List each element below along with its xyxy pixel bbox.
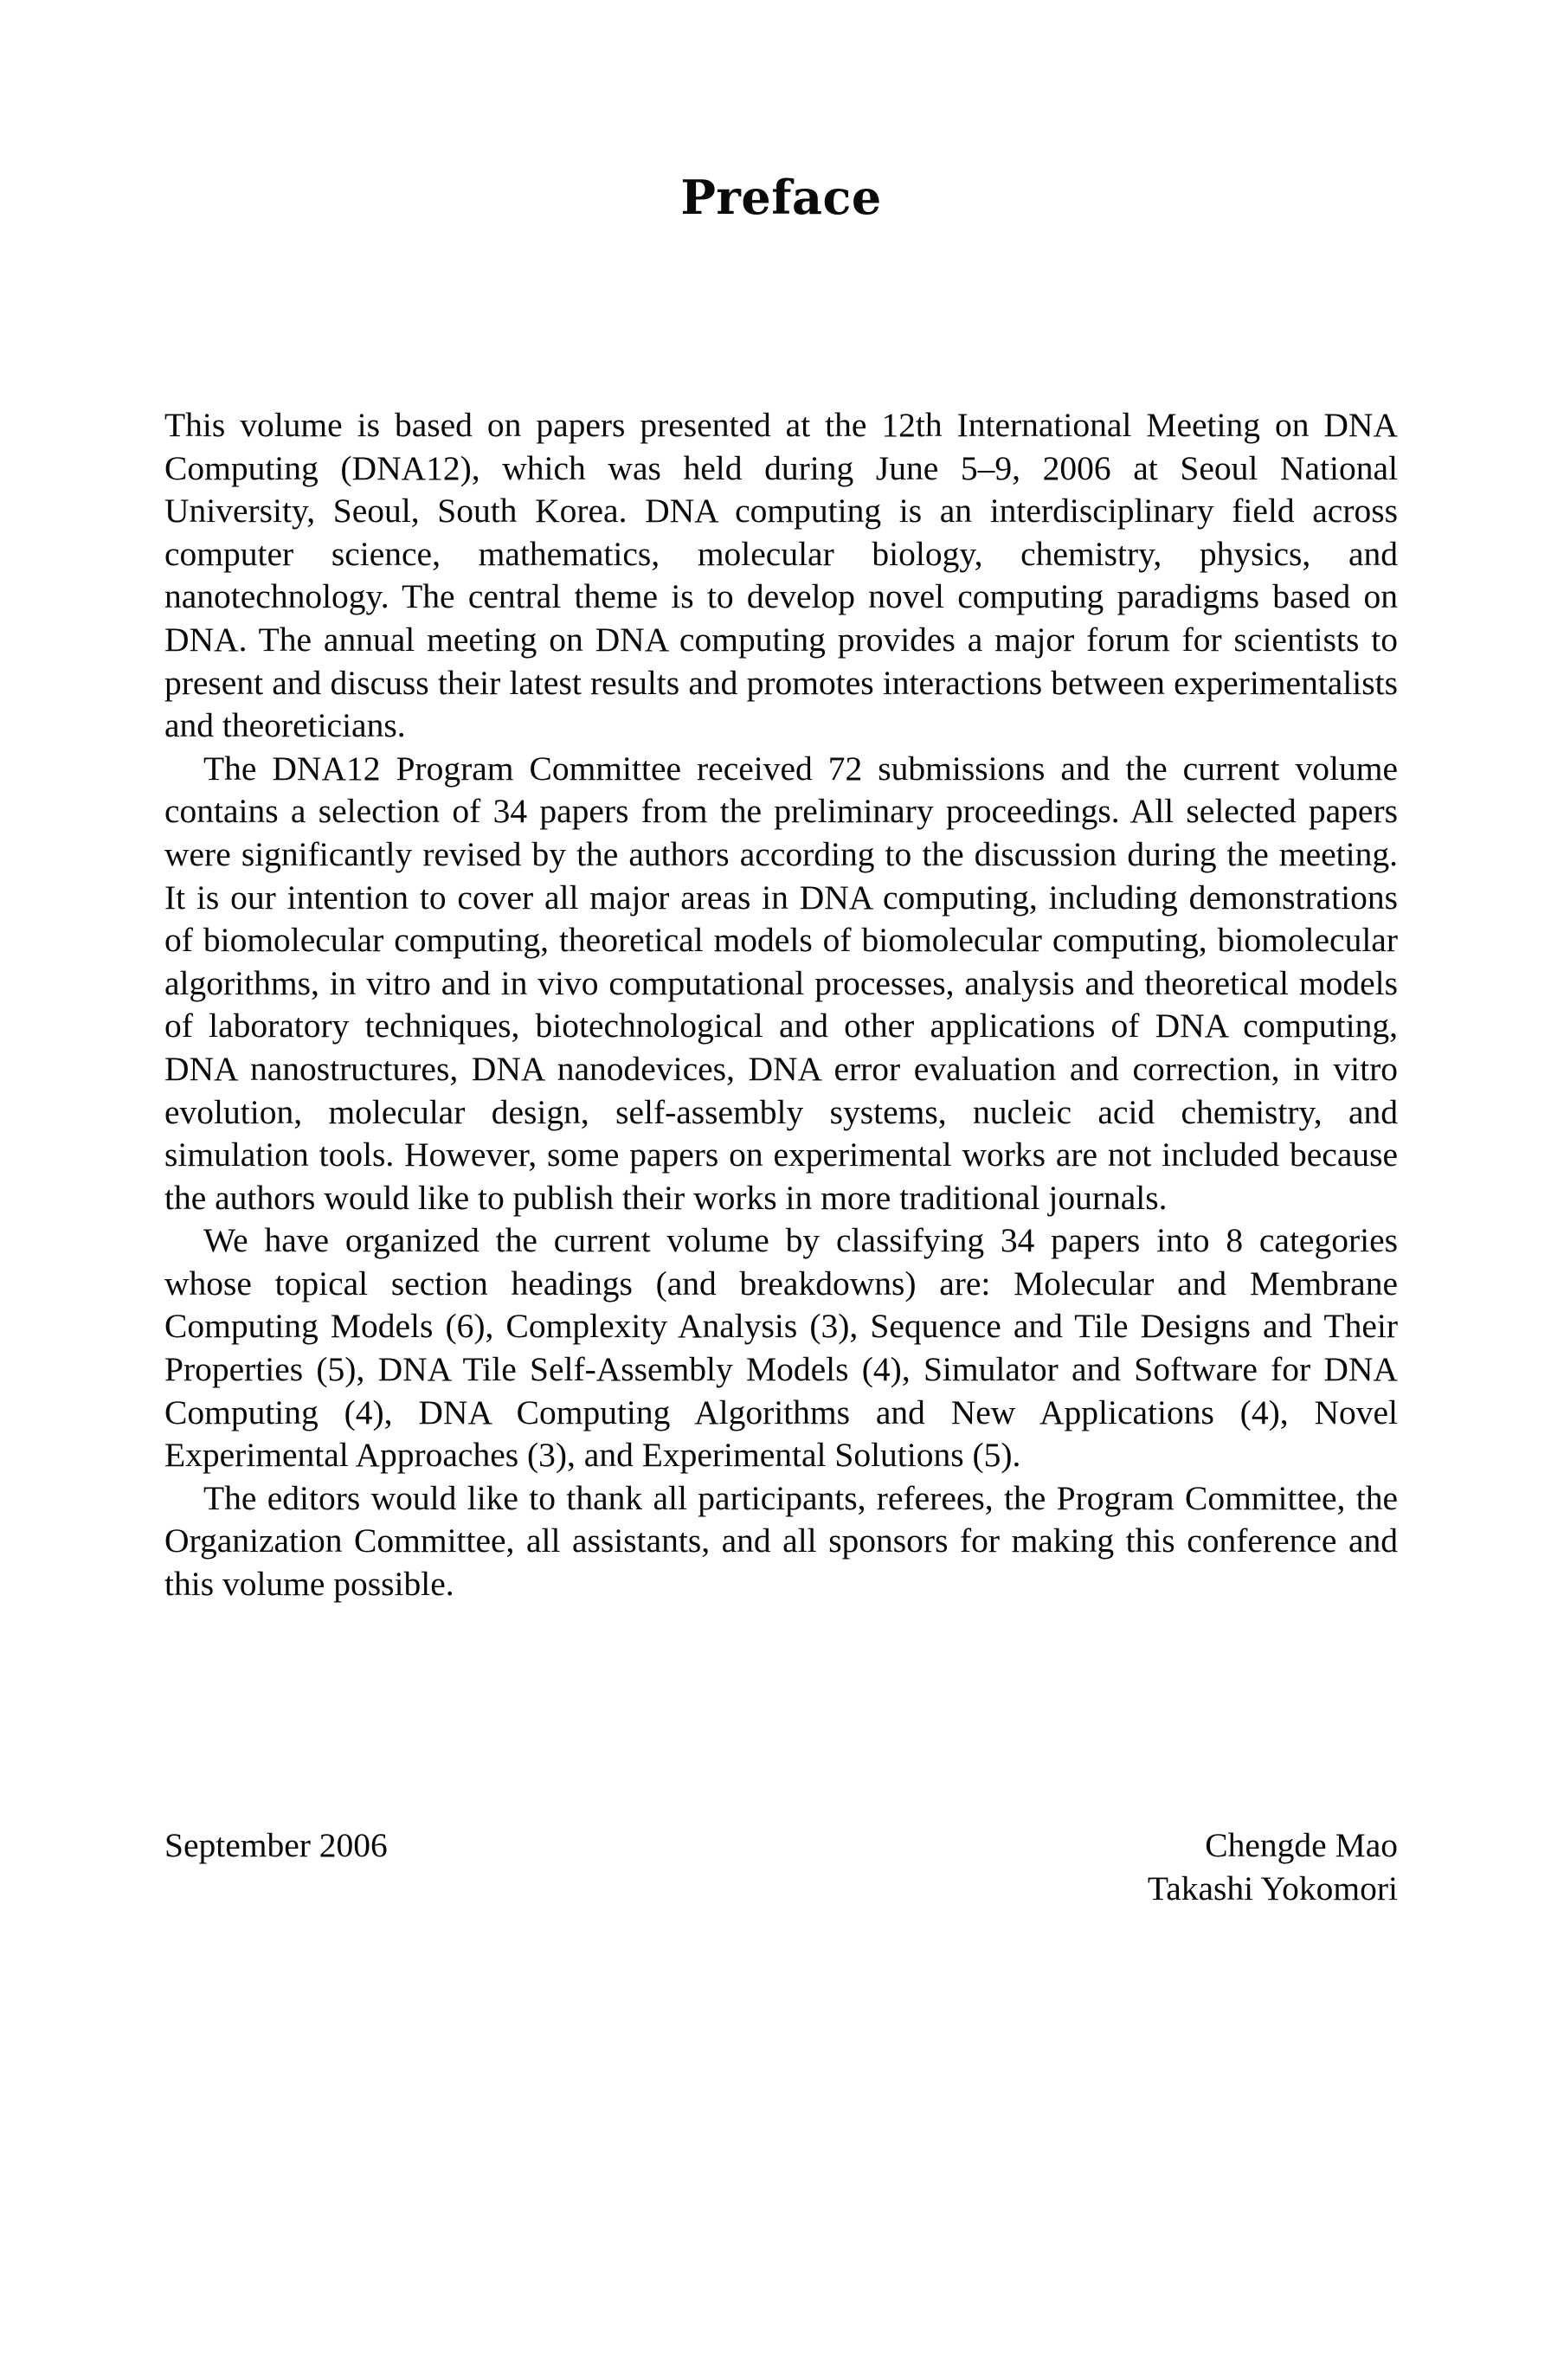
paragraph-introduction: This volume is based on papers presented at the 12th International Meeting on DNA Computing (DNA12), which was held during June 5–9, 2006 at Seoul National University, Seoul, South Korea. DNA computing is an interdisciplinary field across computer science, mathematics, molecular biology, chemistry, physics, and nanotechnology. The central theme is to develop novel computing paradigms based on DNA. The annual meeting on DNA computing provides a major forum for scientists to present and discuss their latest results and promotes interactions between experimentalists and theoreticians. xyxy=(164,406,1398,745)
signature-editors xyxy=(1148,1824,1398,1910)
signature-date: September 2006 xyxy=(164,1826,388,1864)
preface-body xyxy=(164,404,1398,1606)
paragraph-acknowledgements: The editors would like to thank all participants, referees, the Program Committee, the Organization Committee, all assistants, and all sponsors for making this conference and this volume possible. xyxy=(164,1478,1398,1604)
paragraph-organization: We have organized the current volume by classifying 34 papers into 8 categories whose topical section headings (and breakdowns) are: Molecular and Membrane Computing Models (6), Complexity Analysis (3), Sequence and Tile Designs and Their Properties (5), DNA Tile Self-Assembly Models (4), Simulator and Software for DNA Computing (4), DNA Computing Algorithms and New Applications (4), Novel Experimental Approaches (3), and Experimental Solutions (5). xyxy=(164,1221,1398,1475)
page-title: Preface xyxy=(680,170,882,225)
editor-name: Chengde Mao xyxy=(1205,1826,1398,1864)
editor-name: Takashi Yokomori xyxy=(1147,1869,1398,1907)
paragraph-submissions: The DNA12 Program Committee received 72 submissions and the current volume contains a selection of 34 papers from the preliminary proceedings. All selected papers were significantly revised by the authors according to the discussion during the meeting. It is our intention to cover all major areas in DNA computing, including demonstrations of biomolecular computing, theoretical models of biomolecular computing, biomolecular algorithms, in vitro and in vivo computational processes, analysis and theoretical models of laboratory techniques, biotechnological and other applications of DNA computing, DNA nanostructures, DNA nanodevices, DNA error evaluation and correction, in vitro evolution, molecular design, self-assembly systems, nucleic acid chemistry, and simulation tools. However, some papers on experimental works are not included because the authors would like to publish their works in more traditional journals. xyxy=(164,749,1398,1217)
